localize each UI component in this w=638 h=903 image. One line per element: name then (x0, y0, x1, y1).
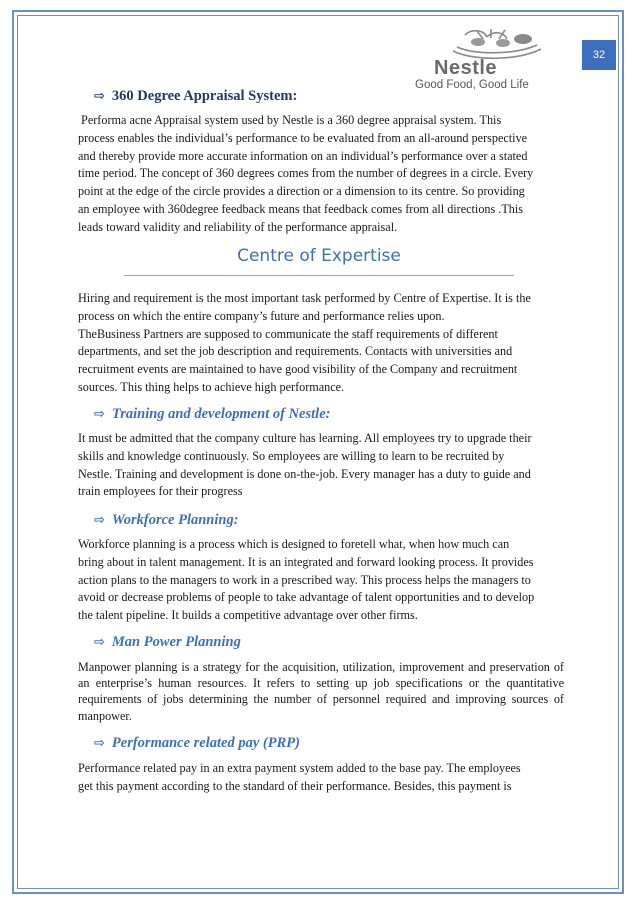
text-line: train employees for their progress (78, 484, 243, 499)
heading-man-power-planning: ⇨ Man Power Planning (94, 634, 241, 650)
text-line: Performance related pay in an extra payment system added to the base pay. The employees (78, 761, 521, 775)
text-line: point at the edge of the circle provides a direction or a dimension to its centre. So providing (78, 184, 525, 199)
arrow-icon: ⇨ (94, 89, 105, 104)
text-line: process on which the entire company’s future and performance relies upon. (78, 308, 445, 323)
text-line: an employee with 360degree feedback means that feedback comes from all directions .This (78, 201, 524, 216)
text-line: Hiring and requirement is the most important task performed by Centre of Expertise. It is the (78, 291, 531, 305)
paragraph-centre-of-expertise (78, 290, 564, 397)
heading-training-development: ⇨ Training and development of Nestle: (94, 406, 331, 422)
arrow-icon: ⇨ (94, 635, 105, 650)
arrow-icon: ⇨ (94, 736, 105, 751)
bird-nest-icon (443, 27, 548, 61)
text-line: avoid or decrease problems of people to take advantage of talent opportunities and to develop (78, 590, 535, 605)
paragraph-performance-related-pay (78, 760, 564, 796)
text-line: TheBusiness Partners are supposed to communicate the staff requirements of different (78, 326, 498, 341)
paragraph-man-power-planning: Manpower planning is a strategy for the acquisition, utilization, improvement and preservation of an enterprise’s human resources. It refers to setting up job specifications or the quantitative requirements of jobs determining the number of personnel required and improving sources of manpower. (78, 660, 564, 723)
text-line: bring about in talent management. It is an integrated and forward looking process. It provides (78, 554, 534, 569)
nestle-logo (413, 27, 578, 95)
text-line: sources. This thing helps to achieve high performance. (78, 379, 345, 394)
section-divider (124, 275, 514, 276)
text-line: leads toward validity and reliability of the performance appraisal. (78, 219, 398, 234)
text-line: process enables the individual’s performance to be evaluated from an all-around perspective (78, 130, 528, 145)
text-line: departments, and set the job description and requirements. Contacts with universities and (78, 344, 513, 359)
page-number: 32 (582, 40, 616, 70)
paragraph-training-development (78, 430, 564, 501)
text-line: Performa acne Appraisal system used by Nestle is a 360 degree appraisal system. This (78, 113, 502, 127)
text-line: It must be admitted that the company culture has learning. All employees try to upgrade their (78, 431, 532, 445)
text-line: the talent pipeline. It builds a competitive advantage over other firms. (78, 608, 418, 623)
paragraph-workforce-planning (78, 536, 564, 625)
text-line: Workforce planning is a process which is designed to foretell what, when how much can (78, 537, 510, 551)
text-line: recruitment events are maintained to have good visibility of the Company and recruitment (78, 362, 518, 377)
arrow-icon: ⇨ (94, 407, 105, 422)
text-line: and thereby provide more accurate information on an individual’s performance over a stated (78, 148, 528, 163)
heading-performance-related-pay: ⇨ Performance related pay (PRP) (94, 735, 300, 751)
text-line: skills and knowledge continuously. So employees are willing to learn to be recruited by (78, 448, 505, 463)
logo-brand: Nestle (434, 57, 498, 79)
arrow-icon: ⇨ (94, 513, 105, 528)
text-line: action plans to the managers to work in a prescribed way. This process helps the managers to (78, 572, 531, 587)
text-line: Nestle. Training and development is done on-the-job. Every manager has a duty to guide and (78, 466, 531, 481)
heading-360-appraisal: ⇨ 360 Degree Appraisal System: (94, 88, 298, 104)
heading-workforce-planning: ⇨ Workforce Planning: (94, 512, 239, 528)
text-line: get this payment according to the standard of their performance. Besides, this payment is (78, 778, 512, 793)
logo-tagline: Good Food, Good Life (415, 79, 529, 91)
section-title-centre-of-expertise: Centre of Expertise (237, 246, 401, 266)
paragraph-360-appraisal (78, 112, 564, 237)
text-line: time period. The concept of 360 degrees comes from the number of degrees in a circle. Every (78, 166, 534, 181)
